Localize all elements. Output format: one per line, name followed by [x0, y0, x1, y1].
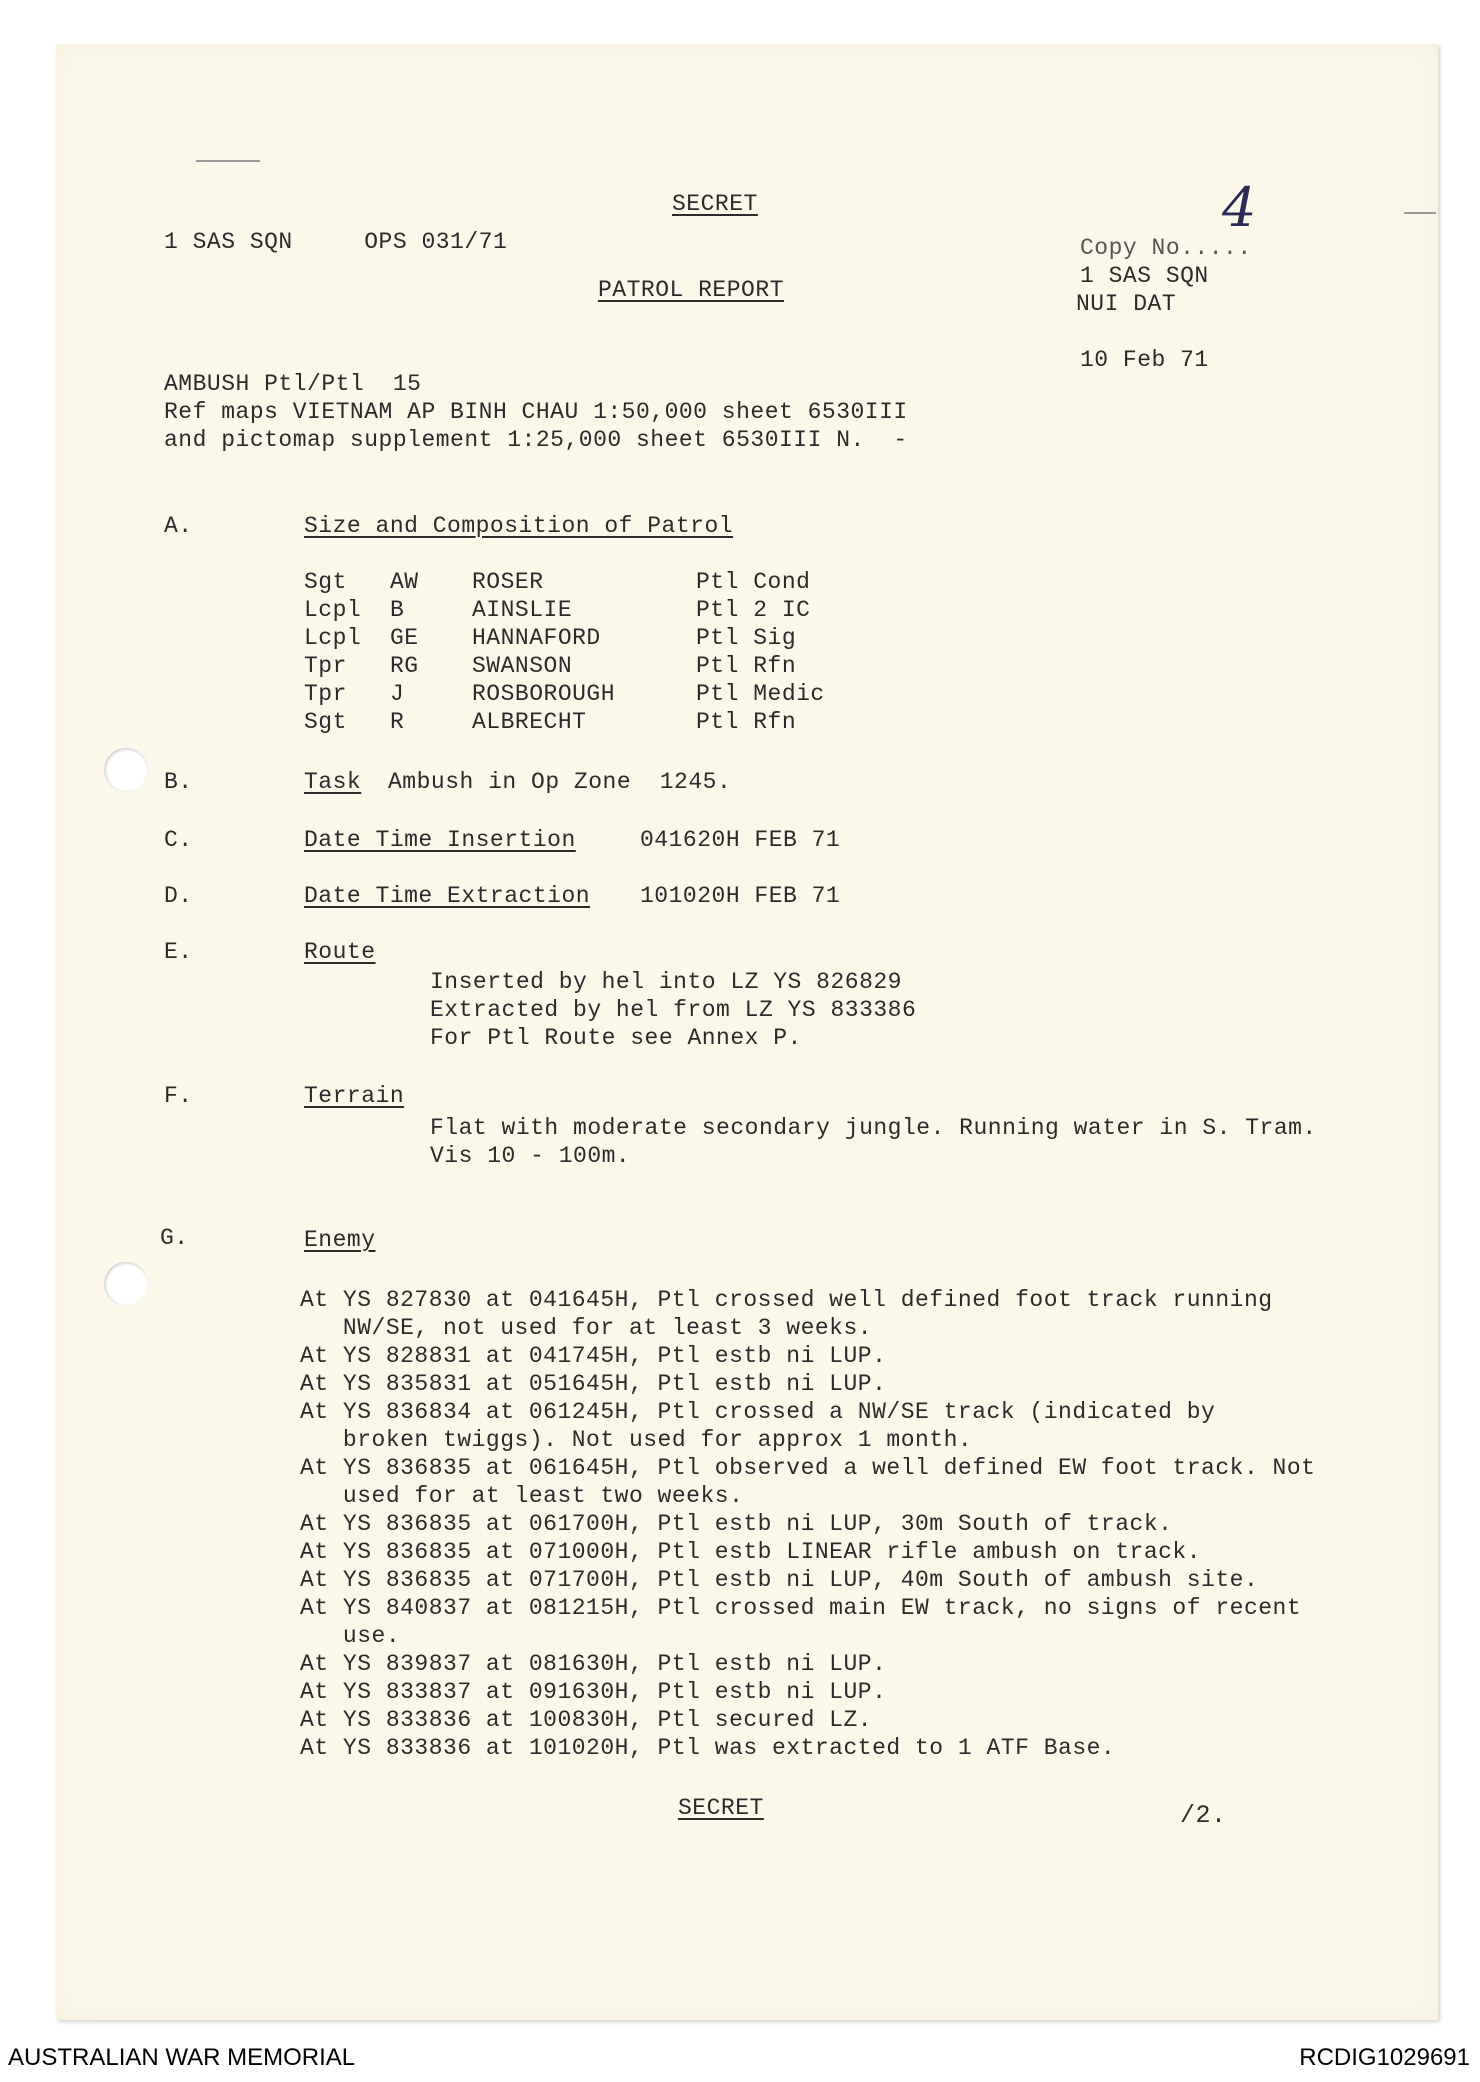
- enemy-log-line: used for at least two weeks.: [300, 1483, 744, 1509]
- member-name: ROSBOROUGH: [472, 681, 616, 707]
- from-unit: 1 SAS SQN: [1080, 263, 1209, 289]
- enemy-log-line: At YS 840837 at 081215H, Ptl crossed main EW track, no signs of recent: [300, 1595, 1302, 1621]
- classification-bottom: SECRET: [678, 1795, 764, 1821]
- member-initials: B: [390, 597, 405, 623]
- enemy-log-line: At YS 833836 at 101020H, Ptl was extracted to 1 ATF Base.: [300, 1735, 1116, 1761]
- terrain-line: Vis 10 - 100m.: [430, 1143, 631, 1169]
- enemy-log-line: At YS 836834 at 061245H, Ptl crossed a NW/SE track (indicated by: [300, 1399, 1216, 1425]
- copy-number-label: Copy No.....: [1080, 235, 1252, 261]
- punch-hole-upper: [104, 748, 148, 792]
- map-reference-line-1: Ref maps VIETNAM AP BINH CHAU 1:50,000 sheet 6530III: [164, 399, 908, 425]
- section-f-letter: F.: [164, 1083, 193, 1109]
- member-rank: Tpr: [304, 653, 347, 679]
- margin-mark: [196, 160, 260, 162]
- member-name: ALBRECHT: [472, 709, 587, 735]
- section-b-heading: Task: [304, 769, 362, 795]
- member-rank: Lcpl: [304, 625, 362, 651]
- section-d-heading: Date Time Extraction: [304, 883, 591, 909]
- member-initials: RG: [390, 653, 419, 679]
- section-g-heading: Enemy: [304, 1227, 376, 1253]
- copy-number-value: 4: [1222, 176, 1257, 239]
- member-role: Ptl Sig: [696, 625, 797, 651]
- section-a-heading: Size and Composition of Patrol: [304, 513, 734, 539]
- member-role: Ptl Rfn: [696, 709, 797, 735]
- report-date: 10 Feb 71: [1080, 347, 1209, 373]
- archive-credit: AUSTRALIAN WAR MEMORIAL: [8, 2044, 356, 2071]
- enemy-log-line: At YS 836835 at 071000H, Ptl estb LINEAR rifle ambush on track.: [300, 1539, 1202, 1565]
- enemy-log-line: NW/SE, not used for at least 3 weeks.: [300, 1315, 873, 1341]
- member-initials: AW: [390, 569, 419, 595]
- enemy-log-line: At YS 839837 at 081630H, Ptl estb ni LUP.: [300, 1651, 887, 1677]
- map-reference-line-2: and pictomap supplement 1:25,000 sheet 6530III N. -: [164, 427, 908, 453]
- member-rank: Sgt: [304, 709, 347, 735]
- enemy-log-line: At YS 827830 at 041645H, Ptl crossed well defined foot track running: [300, 1287, 1273, 1313]
- enemy-log-line: At YS 833836 at 100830H, Ptl secured LZ.: [300, 1707, 873, 1733]
- classification-top: SECRET: [672, 191, 758, 217]
- section-f-heading: Terrain: [304, 1083, 405, 1109]
- enemy-log-line: At YS 836835 at 061645H, Ptl observed a well defined EW foot track. Not: [300, 1455, 1316, 1481]
- member-name: SWANSON: [472, 653, 573, 679]
- member-initials: GE: [390, 625, 419, 651]
- member-rank: Lcpl: [304, 597, 362, 623]
- margin-mark: [1404, 212, 1436, 214]
- unit-reference: 1 SAS SQN OPS 031/71: [164, 229, 508, 255]
- section-e-heading: Route: [304, 939, 376, 965]
- route-line: Extracted by hel from LZ YS 833386: [430, 997, 917, 1023]
- location: NUI DAT: [1076, 291, 1177, 317]
- section-a-letter: A.: [164, 513, 193, 539]
- member-rank: Tpr: [304, 681, 347, 707]
- section-g-letter: G.: [160, 1225, 189, 1251]
- member-name: AINSLIE: [472, 597, 573, 623]
- enemy-log-line: At YS 836835 at 061700H, Ptl estb ni LUP, 30m South of track.: [300, 1511, 1173, 1537]
- archive-reference: RCDIG1029691: [1299, 2044, 1470, 2071]
- member-role: Ptl 2 IC: [696, 597, 811, 623]
- report-title: PATROL REPORT: [598, 277, 784, 303]
- section-b-letter: B.: [164, 769, 193, 795]
- enemy-log-line: use.: [300, 1623, 401, 1649]
- member-name: ROSER: [472, 569, 544, 595]
- section-c-text: 041620H FEB 71: [640, 827, 841, 853]
- punch-hole-lower: [104, 1262, 148, 1306]
- terrain-line: Flat with moderate secondary jungle. Running water in S. Tram.: [430, 1115, 1317, 1141]
- member-initials: R: [390, 709, 405, 735]
- section-d-letter: D.: [164, 883, 193, 909]
- member-role: Ptl Medic: [696, 681, 825, 707]
- section-e-letter: E.: [164, 939, 193, 965]
- next-page-marker: /2.: [1180, 1801, 1227, 1830]
- member-initials: J: [390, 681, 405, 707]
- section-d-text: 101020H FEB 71: [640, 883, 841, 909]
- member-role: Ptl Rfn: [696, 653, 797, 679]
- member-role: Ptl Cond: [696, 569, 811, 595]
- enemy-log-line: At YS 835831 at 051645H, Ptl estb ni LUP.: [300, 1371, 887, 1397]
- enemy-log-line: broken twiggs). Not used for approx 1 month.: [300, 1427, 973, 1453]
- member-name: HANNAFORD: [472, 625, 601, 651]
- route-line: For Ptl Route see Annex P.: [430, 1025, 802, 1051]
- enemy-log-line: At YS 836835 at 071700H, Ptl estb ni LUP, 40m South of ambush site.: [300, 1567, 1259, 1593]
- section-c-letter: C.: [164, 827, 193, 853]
- section-c-heading: Date Time Insertion: [304, 827, 576, 853]
- member-rank: Sgt: [304, 569, 347, 595]
- enemy-log-line: At YS 828831 at 041745H, Ptl estb ni LUP.: [300, 1343, 887, 1369]
- patrol-designation: AMBUSH Ptl/Ptl 15: [164, 371, 422, 397]
- enemy-log-line: At YS 833837 at 091630H, Ptl estb ni LUP.: [300, 1679, 887, 1705]
- section-b-text: Ambush in Op Zone 1245.: [388, 769, 732, 795]
- route-line: Inserted by hel into LZ YS 826829: [430, 969, 902, 995]
